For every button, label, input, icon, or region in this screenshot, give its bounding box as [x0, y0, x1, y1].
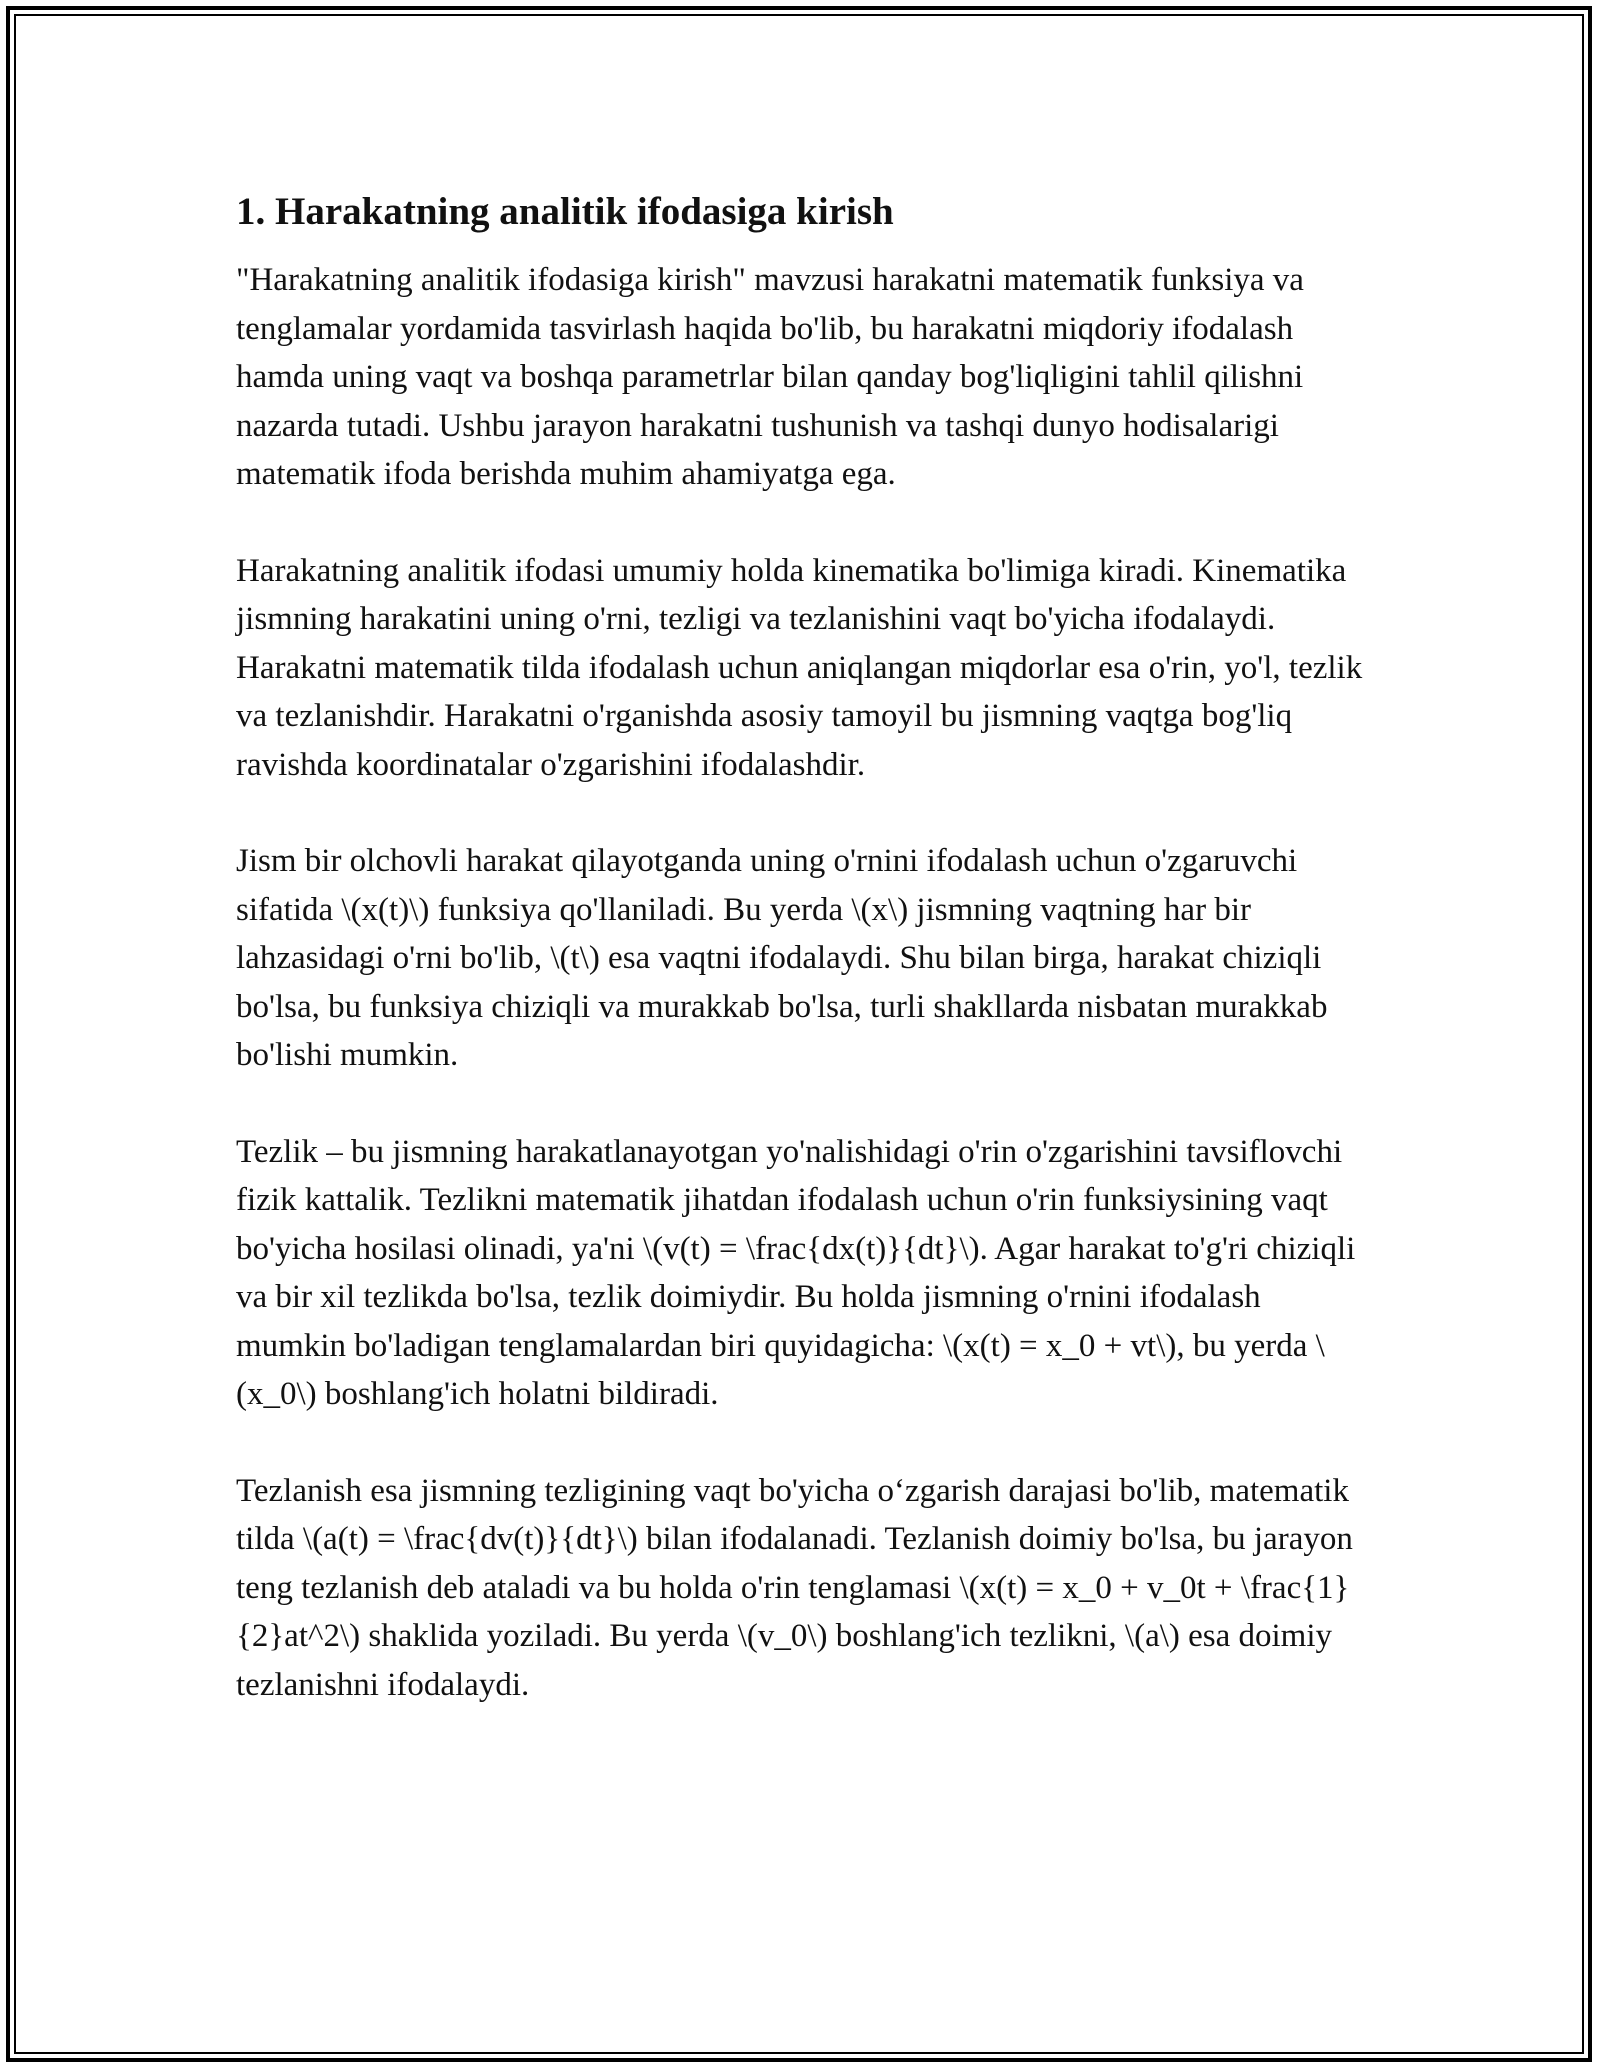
paragraph-kinematics: Harakatning analitik ifodasi umumiy holda kinematika bo'limiga kiradi. Kinematika jismning harakatini uning o'rni, tezligi va tezlanishini vaqt bo'yicha ifodalaydi. Harakatni matematik tilda ifodalash uchun aniqlangan miqdorlar esa o'rin, yo'l, tezlik va tezlanishdir. Harakatni o'rganishda asosiy tamoyil bu jismning vaqtga bog'liq ravishda koordinatalar o'zgarishini ifodalashdir. — [236, 552, 1363, 783]
section-heading: 1. Harakatning analitik ifodasiga kirish — [236, 190, 894, 233]
paragraph-velocity: Tezlik – bu jismning harakatlanayotgan yo'nalishidagi o'rin o'zgarishini tavsiflovchi fizik kattalik. Tezlikni matematik jihatdan ifodalash uchun o'rin funksiysining vaqt bo'yicha hosilasi olinadi, ya'ni \(v(t) = \frac{dx(t)}{dt}\). Agar harakat to'g'ri chiziqli va bir xil tezlikda bo'lsa, tezlik doimiydir. Bu holda jismning o'rnini ifodalash mumkin bo'ladigan tenglamalardan biri quyidagicha: \(x(t) = x_0 + vt\), bu yerda \(x_0\) boshlang'ich holatni bildiradi. — [236, 1133, 1356, 1412]
paragraph-position-function: Jism bir olchovli harakat qilayotganda uning o'rnini ifodalash uchun o'zgaruvchi sifatida \(x(t)\) funksiya qo'llaniladi. Bu yerda \(x\) jismning vaqtning har bir lahzasidagi o'rni bo'lib, \(t\) esa vaqtni ifodalaydi. Shu bilan birga, harakat chiziqli bo'lsa, bu funksiya chiziqli va murakkab bo'lsa, turli shakllarda nisbatan murakkab bo'lishi mumkin. — [236, 843, 1328, 1073]
paragraph-acceleration: Tezlanish esa jismning tezligining vaqt bo'yicha o‘zgarish darajasi bo'lib, matematik tilda \(a(t) = \frac{dv(t)}{dt}\) bilan ifodalanadi. Tezlanish doimiy bo'lsa, bu jarayon teng tezlanish deb ataladi va bu holda o'rin tenglamasi \(x(t) = x_0 + v_0t + \frac{1}{2}at^2\) shaklida yoziladi. Bu yerda \(v_0\) boshlang'ich tezlikni, \(a\) esa doimiy tezlanishni ifodalaydi. — [236, 1472, 1353, 1703]
paragraph-introduction: "Harakatning analitik ifodasiga kirish" mavzusi harakatni matematik funksiya va tenglamalar yordamida tasvirlash haqida bo'lib, bu harakatni miqdoriy ifodalash hamda uning vaqt va boshqa parametrlar bilan qanday bog'liqligini tahlil qilishni nazarda tutadi. Ushbu jarayon harakatni tushunish va tashqi dunyo hodisalarigi matematik ifoda berishda muhim ahamiyatga ega. — [236, 262, 1304, 492]
document-body — [236, 184, 1366, 1757]
